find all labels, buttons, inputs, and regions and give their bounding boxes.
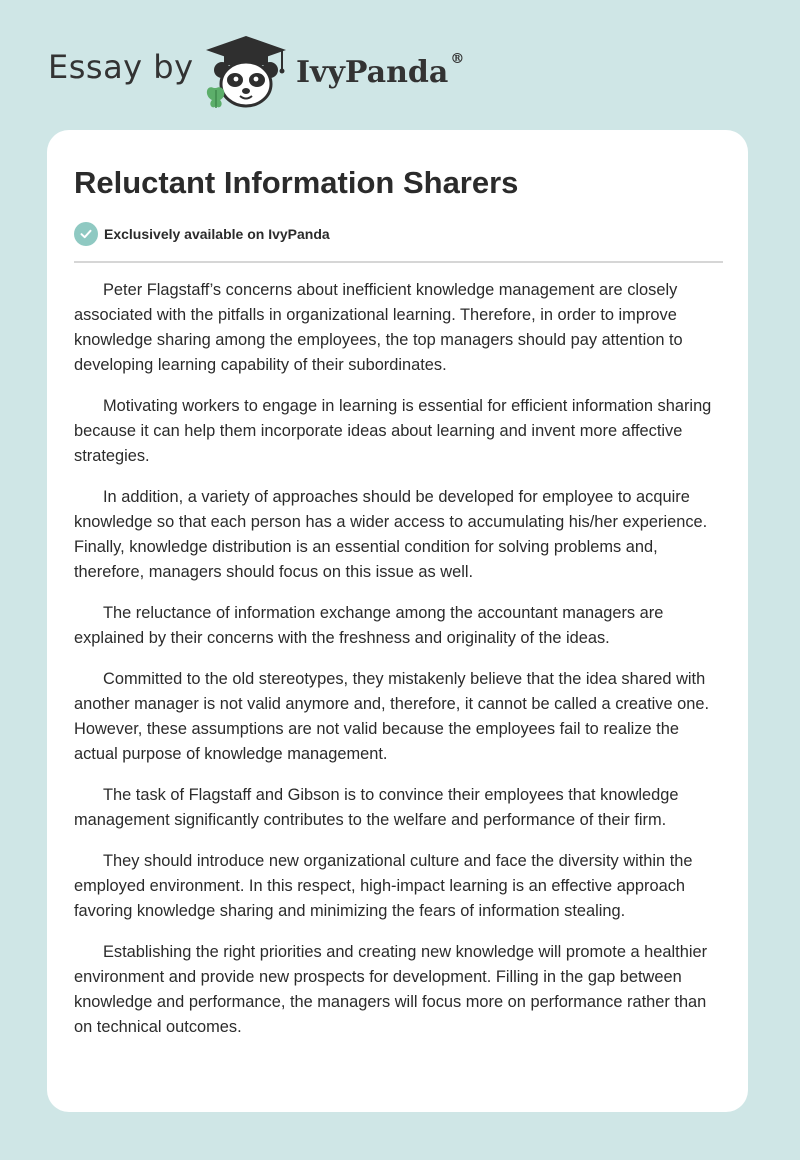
exclusive-badge-label: Exclusively available on IvyPanda: [104, 226, 330, 242]
paragraph: Establishing the right priorities and creating new knowledge will promote a healthier environment and provide new prospects for development. Filling in the gap between knowledge and performance, the managers will focus more on performance rather than on technical outcomes.: [74, 943, 708, 1036]
essay-by-label: Essay by: [48, 48, 194, 86]
essay-card: [47, 130, 748, 1112]
divider: [74, 261, 723, 263]
paragraph: Committed to the old stereotypes, they mistakenly believe that the idea shared with another manager is not valid anymore and, therefore, it cannot be called a creative one. However, these assumptions are not valid because the employees fail to realize the actual purpose of knowledge management.: [74, 670, 710, 763]
essay-title: Reluctant Information Sharers: [74, 165, 519, 200]
registered-mark: ®: [450, 51, 465, 67]
check-icon: [74, 222, 98, 246]
paragraph: In addition, a variety of approaches should be developed for employee to acquire knowledge so that each person has a wider access to accumulating his/her experience. Finally, knowledge distribution is an essential condition for solving problems and, therefore, managers should focus on this issue as well.: [74, 488, 708, 581]
brand-name[interactable]: [296, 51, 465, 90]
brand-text: IvyPanda: [296, 55, 449, 90]
essay-body: [74, 278, 726, 1056]
paragraph: The reluctance of information exchange among the accountant managers are explained by their concerns with the freshness and originality of the ideas.: [74, 604, 664, 647]
paragraph: They should introduce new organizational culture and face the diversity within the employed environment. In this respect, high-impact learning is an effective approach favoring knowledge sharing and minimizing the fears of information stealing.: [74, 852, 693, 920]
exclusive-badge: [74, 222, 330, 246]
paragraph: The task of Flagstaff and Gibson is to convince their employees that knowledge management significantly contributes to the welfare and performance of their firm.: [74, 786, 679, 829]
paragraph: Motivating workers to engage in learning is essential for efficient information sharing because it can help them incorporate ideas about learning and invent more affective strategies.: [74, 397, 712, 465]
site-header: [0, 0, 800, 130]
panda-graduation-cap-icon[interactable]: [200, 34, 292, 110]
paragraph: Peter Flagstaff’s concerns about inefficient knowledge management are closely associated with the pitfalls in organizational learning. Therefore, in order to improve knowledge sharing among the employees, the top managers should pay attention to developing learning capability of their subordinates.: [74, 281, 683, 374]
